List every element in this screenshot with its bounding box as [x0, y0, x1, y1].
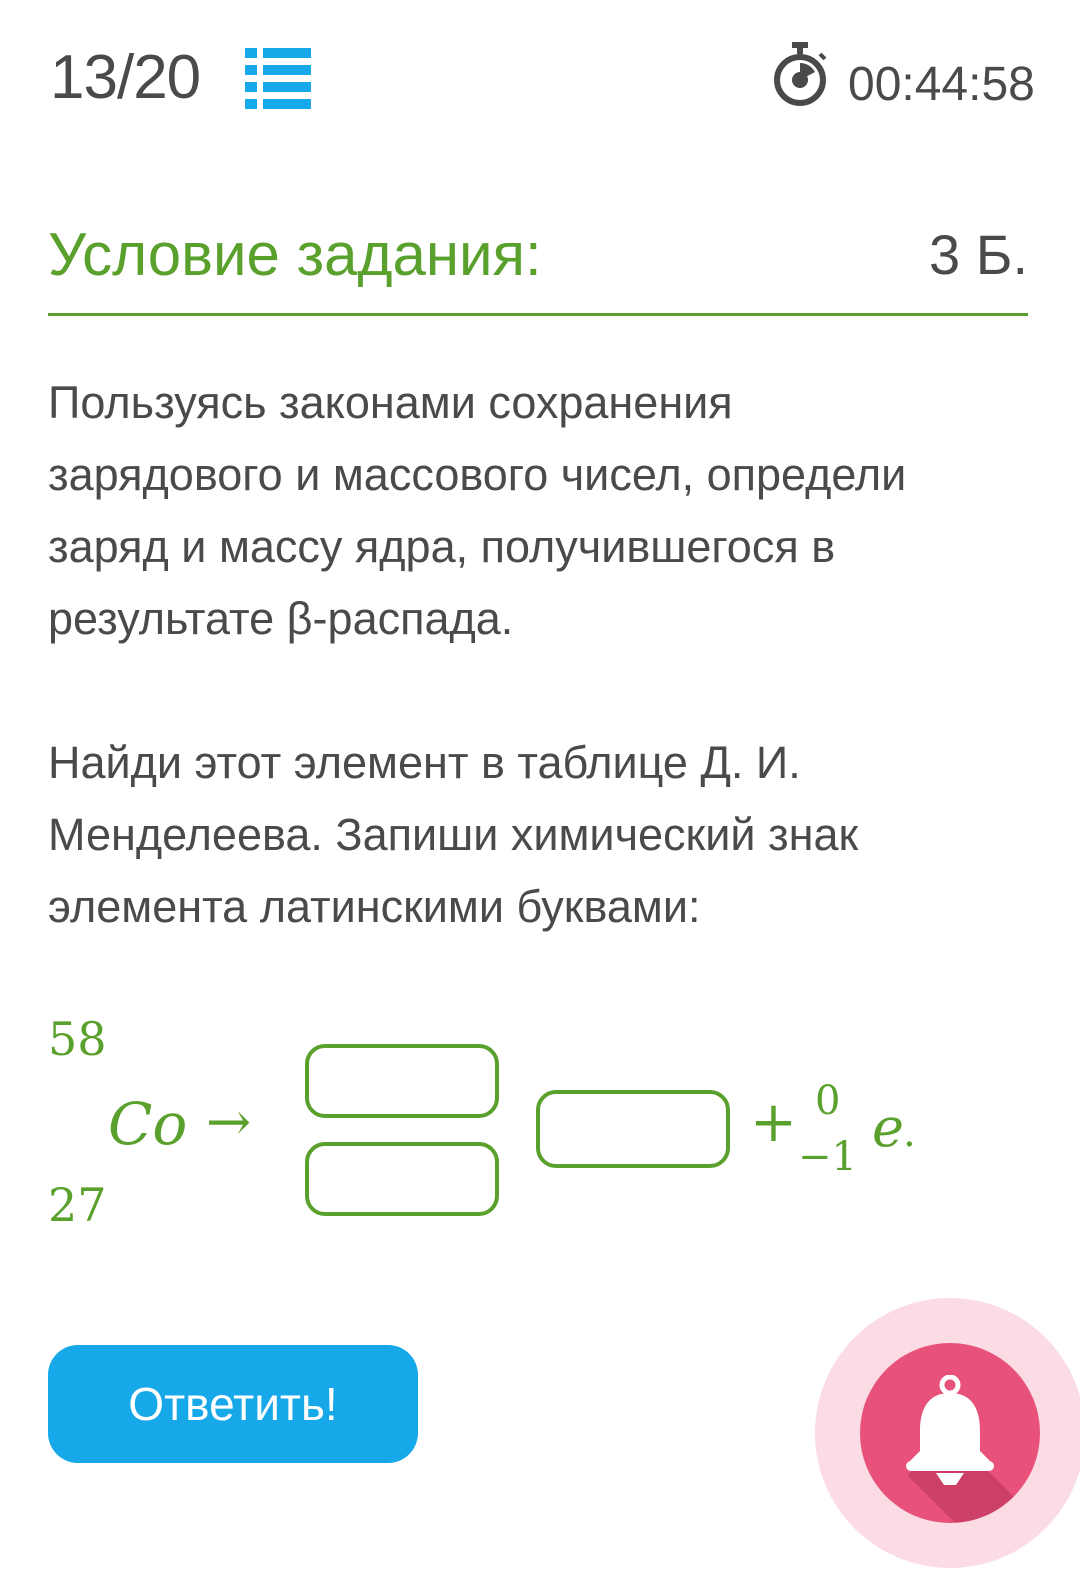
reactant-mass-number: 58	[48, 1012, 107, 1066]
plus-sign: +	[750, 1090, 797, 1155]
reaction-formula	[0, 1000, 1080, 1250]
stopwatch-icon	[770, 42, 830, 108]
answer-button[interactable]: Ответить!	[48, 1345, 418, 1463]
top-bar	[0, 0, 1080, 170]
question-progress: 13/20	[50, 43, 201, 112]
text-line: Менделеева. Запиши химический знак	[48, 809, 859, 860]
task-points: 3 Б.	[928, 223, 1028, 286]
list-icon[interactable]	[243, 46, 313, 110]
text-line: элемента латинскими буквами:	[48, 881, 701, 932]
text-line: зарядового и массового чисел, определи	[48, 449, 907, 500]
electron-symbol: e	[872, 1096, 904, 1159]
element-symbol-input[interactable]	[536, 1090, 730, 1168]
electron-mass-number: 0	[815, 1078, 841, 1124]
text-line: заряд и массу ядра, получившегося в	[48, 521, 836, 572]
text-line: Пользуясь законами сохранения	[48, 377, 733, 428]
mass-number-input[interactable]	[305, 1044, 499, 1118]
formula-end-dot: .	[903, 1110, 916, 1156]
reactant-symbol: Co	[108, 1090, 188, 1158]
bell-icon	[900, 1375, 1000, 1487]
task-title: Условие задания:	[48, 221, 542, 288]
text-line: Найди этот элемент в таблице Д. И.	[48, 737, 801, 788]
text-line: результате β-распада.	[48, 593, 514, 644]
task-instruction	[48, 727, 1028, 943]
task-header	[48, 215, 1028, 316]
electron-charge-number: −1	[798, 1134, 857, 1180]
timer-display: 00:44:58	[848, 58, 1035, 111]
reactant-charge-number: 27	[48, 1178, 107, 1232]
reaction-arrow: →	[206, 1090, 252, 1153]
charge-number-input[interactable]	[305, 1142, 499, 1216]
task-description	[48, 367, 1028, 655]
notification-button[interactable]	[860, 1343, 1040, 1523]
